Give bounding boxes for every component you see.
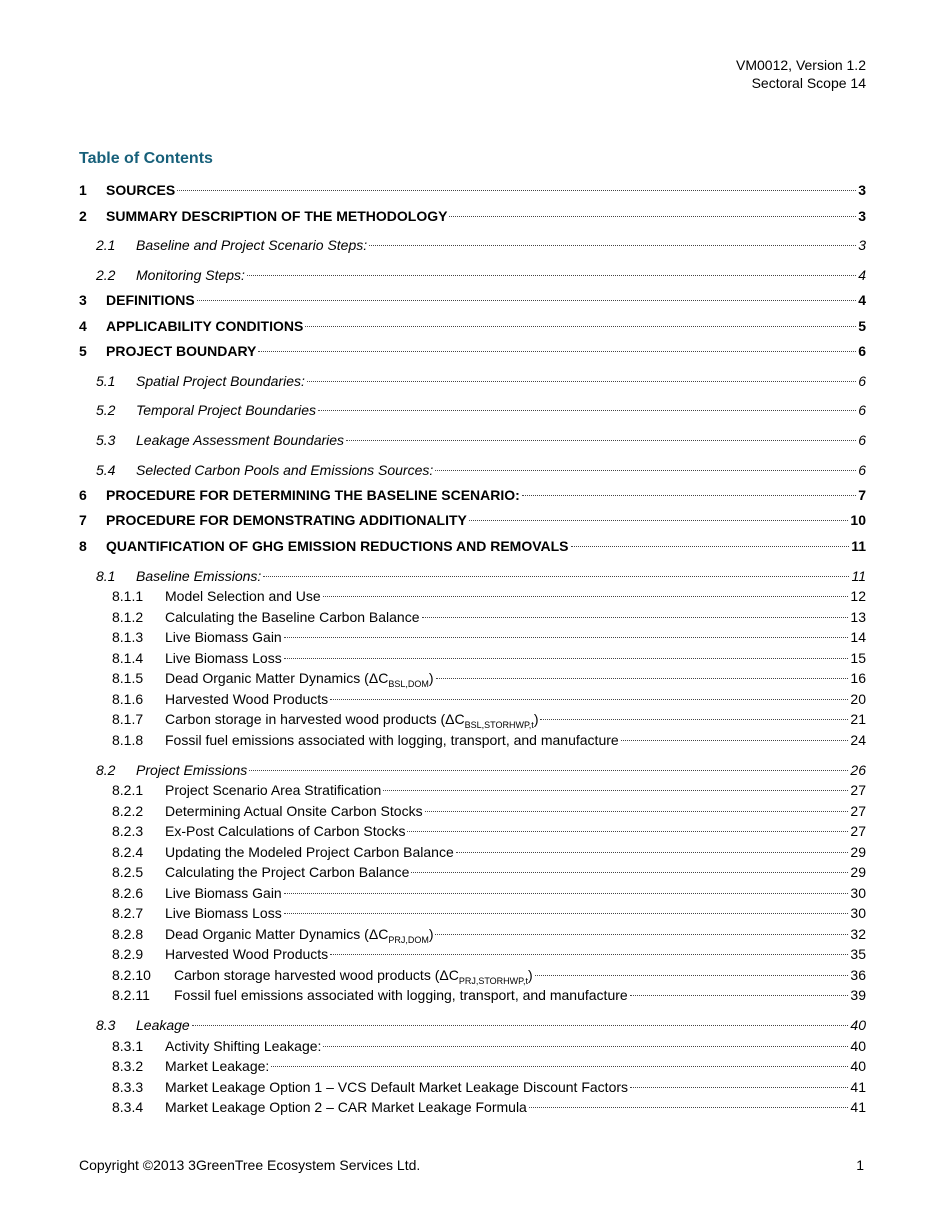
toc-entry-page: 39: [850, 987, 866, 1003]
toc-leader-dots: [522, 495, 856, 496]
toc-entry-number: 8.3.3: [112, 1079, 144, 1095]
toc-entry-page: 6: [858, 343, 866, 359]
toc-entry[interactable]: [79, 731, 866, 749]
toc-entry-number: 8.3.2: [112, 1058, 144, 1074]
toc-entry-title-text: Dead Organic Matter Dynamics (ΔC: [165, 670, 389, 686]
toc-entry-title-text: Harvested Wood Products: [165, 946, 329, 962]
toc-entry-number: 8.1.3: [112, 629, 144, 645]
toc-leader-dots: [346, 440, 856, 441]
toc-entry-title-text: Leakage Assessment Boundaries: [136, 432, 345, 448]
toc-entry-page: 6: [858, 432, 866, 448]
toc-entry[interactable]: [79, 802, 866, 820]
toc-entry-title: [106, 291, 195, 309]
toc-entry-title-text: QUANTIFICATION OF GHG EMISSION REDUCTIONS AND REMOVALS: [106, 538, 569, 554]
toc-entry[interactable]: [79, 181, 866, 199]
toc-entry-title: [136, 431, 344, 449]
toc-leader-dots: [630, 995, 849, 996]
toc-entry[interactable]: [79, 608, 866, 626]
toc-entry-title: [165, 1098, 527, 1116]
toc-entry-title: [165, 628, 282, 646]
toc-entry-page: 15: [850, 650, 866, 666]
toc-entry-page: 3: [858, 208, 866, 224]
toc-entry-page: 11: [851, 568, 866, 584]
toc-leader-dots: [411, 872, 848, 873]
toc-entry-page: 24: [850, 732, 866, 748]
toc-leader-dots: [247, 275, 856, 276]
toc-entry-title: [165, 710, 538, 728]
toc-entry-number: 5.4: [96, 462, 116, 478]
toc-entry-number: 8.2.7: [112, 905, 144, 921]
toc-entry[interactable]: [79, 863, 866, 881]
footer-copyright: Copyright ©2013 3GreenTree Ecosystem Services Ltd.: [79, 1157, 421, 1173]
toc-leader-dots: [249, 770, 848, 771]
toc-entry[interactable]: [79, 1037, 866, 1055]
toc-entry[interactable]: [79, 461, 866, 479]
toc-entry-number: 8.2.2: [112, 803, 144, 819]
toc-leader-dots: [197, 300, 857, 301]
toc-entry[interactable]: [79, 822, 866, 840]
toc-leader-dots: [258, 351, 856, 352]
toc-entry-number: 5: [79, 343, 87, 359]
toc-entry-title-suffix: ): [528, 967, 533, 983]
toc-entry-title: [165, 1057, 269, 1075]
toc-entry[interactable]: [79, 781, 866, 799]
toc-entry-number: 6: [79, 487, 87, 503]
toc-entry-title: [136, 401, 316, 419]
toc-entry-page: 27: [850, 823, 866, 839]
toc-entry-number: 8.1.7: [112, 711, 144, 727]
toc-leader-dots: [263, 576, 849, 577]
toc-entry[interactable]: [79, 1098, 866, 1116]
toc-entry[interactable]: [79, 669, 866, 687]
toc-entry-title: [165, 802, 423, 820]
toc-entry-title-text: Activity Shifting Leakage:: [165, 1038, 322, 1054]
toc-entry-number: 8.1.1: [112, 588, 144, 604]
toc-entry[interactable]: [79, 628, 866, 646]
toc-entry-title-text: Ex-Post Calculations of Carbon Stocks: [165, 823, 406, 839]
toc-leader-dots: [305, 326, 856, 327]
toc-entry-title-text: Live Biomass Loss: [165, 650, 282, 666]
toc-entry-title-text: Carbon storage harvested wood products (ΔC: [174, 967, 459, 983]
toc-entry-title-text: Calculating the Project Carbon Balance: [165, 864, 410, 880]
toc-entry-number: 5.2: [96, 402, 116, 418]
toc-entry-number: 8.2: [96, 762, 116, 778]
toc-entry-number: 2.2: [96, 267, 116, 283]
toc-entry-title: [165, 904, 282, 922]
toc-entry-page: 41: [850, 1099, 866, 1115]
toc-entry-page: 4: [858, 292, 866, 308]
toc-entry-title-suffix: ): [428, 670, 434, 686]
toc-leader-dots: [630, 1087, 848, 1088]
toc-entry-title-text: APPLICABILITY CONDITIONS: [106, 318, 304, 334]
toc-entry-title: [174, 966, 533, 984]
toc-entry-page: 35: [850, 946, 866, 962]
toc-leader-dots: [529, 1107, 849, 1108]
toc-entry-title-text: Monitoring Steps:: [136, 267, 245, 283]
toc-leader-dots: [192, 1025, 849, 1026]
toc-entry-number: 8.1.5: [112, 670, 144, 686]
toc-entry[interactable]: [79, 236, 866, 254]
toc-leader-dots: [284, 913, 849, 914]
toc-entry-number: 8.2.4: [112, 844, 144, 860]
toc-leader-dots: [318, 410, 856, 411]
toc-entry-title: [136, 236, 367, 254]
toc-entry-title-text: PROJECT BOUNDARY: [106, 343, 257, 359]
sectoral-scope: Sectoral Scope 14: [751, 75, 866, 91]
toc-entry-page: 10: [850, 512, 866, 528]
document-id: VM0012, Version 1.2: [736, 57, 866, 73]
toc-leader-dots: [284, 658, 849, 659]
toc-entry-title-text: Temporal Project Boundaries: [136, 402, 317, 418]
toc-leader-dots: [330, 699, 848, 700]
toc-entry-title-text: Dead Organic Matter Dynamics (ΔC: [165, 926, 389, 942]
toc-entry[interactable]: [79, 761, 866, 779]
toc-entry-subscript: PRJ,STORHWP,t: [458, 975, 529, 986]
toc-entry-page: 36: [850, 967, 866, 983]
toc-entry-page: 29: [850, 844, 866, 860]
toc-entry-title-text: Harvested Wood Products: [165, 691, 329, 707]
toc-entry-number: 8.1.8: [112, 732, 144, 748]
toc-entry-title: [165, 649, 282, 667]
toc-entry[interactable]: [79, 401, 866, 419]
toc-entry-title: [106, 486, 520, 504]
toc-entry-title-text: Baseline Emissions:: [136, 568, 262, 584]
toc-entry-page: 11: [851, 538, 866, 554]
toc-entry-page: 12: [850, 588, 866, 604]
toc-entry-page: 13: [850, 609, 866, 625]
toc-entry[interactable]: [79, 966, 866, 984]
toc-entry-page: 6: [858, 402, 866, 418]
toc-title: Table of Contents: [79, 150, 213, 167]
toc-entry[interactable]: [79, 511, 866, 529]
toc-entry-number: 2.1: [96, 237, 116, 253]
toc-entry-page: 27: [850, 782, 866, 798]
toc-entry-page: 26: [850, 762, 866, 778]
toc-entry-page: 14: [850, 629, 866, 645]
toc-entry-title: [106, 342, 256, 360]
toc-entry-title-text: Market Leakage Option 2 – CAR Market Leakage Formula: [165, 1099, 527, 1115]
toc-entry[interactable]: [79, 372, 866, 390]
toc-entry-title: [165, 822, 405, 840]
toc-entry-title-text: PROCEDURE FOR DETERMINING THE BASELINE SCENARIO:: [106, 487, 520, 503]
toc-entry-title-text: Selected Carbon Pools and Emissions Sources:: [136, 462, 434, 478]
toc-leader-dots: [435, 470, 856, 471]
toc-entry-title: [165, 884, 282, 902]
toc-entry-title: [136, 567, 261, 585]
toc-entry-number: 8.2.6: [112, 885, 144, 901]
toc-entry-number: 8.2.9: [112, 946, 144, 962]
toc-entry-title-text: Market Leakage Option 1 – VCS Default Market Leakage Discount Factors: [165, 1079, 629, 1095]
toc-entry[interactable]: [79, 431, 866, 449]
toc-entry-title: [136, 1016, 190, 1034]
toc-entry[interactable]: [79, 904, 866, 922]
toc-entry-title: [165, 781, 381, 799]
toc-entry-title: [165, 945, 328, 963]
toc-entry-title-text: Leakage: [136, 1017, 190, 1033]
toc-entry-title: [165, 925, 433, 943]
toc-entry[interactable]: [79, 986, 866, 1004]
toc-entry[interactable]: [79, 266, 866, 284]
toc-entry-title-text: Project Emissions: [136, 762, 248, 778]
toc-entry-page: 5: [858, 318, 866, 334]
toc-entry-number: 8.2.1: [112, 782, 144, 798]
toc-leader-dots: [323, 1046, 848, 1047]
toc-leader-dots: [271, 1066, 848, 1067]
toc-entry-title: [165, 587, 321, 605]
toc-entry[interactable]: [79, 207, 866, 225]
toc-entry-page: 30: [850, 885, 866, 901]
toc-leader-dots: [436, 678, 849, 679]
toc-entry-page: 32: [850, 926, 866, 942]
toc-entry-page: 20: [850, 691, 866, 707]
toc-entry-number: 8.3.1: [112, 1038, 144, 1054]
toc-entry-number: 8.2.10: [112, 967, 151, 983]
toc-entry-title: [165, 731, 619, 749]
toc-leader-dots: [425, 811, 849, 812]
toc-entry-title: [136, 461, 433, 479]
toc-entry-subscript: BSL,DOM: [388, 678, 429, 689]
toc-entry[interactable]: [79, 690, 866, 708]
toc-leader-dots: [284, 893, 849, 894]
toc-entry-title-text: Model Selection and Use: [165, 588, 321, 604]
toc-entry-number: 7: [79, 512, 87, 528]
toc-entry-page: 40: [850, 1017, 866, 1033]
toc-entry-title: [106, 181, 175, 199]
toc-entry-title-text: Live Biomass Gain: [165, 885, 282, 901]
toc-entry[interactable]: [79, 567, 866, 585]
document-header: [736, 56, 866, 92]
toc-entry[interactable]: [79, 945, 866, 963]
toc-leader-dots: [369, 245, 856, 246]
toc-entry-page: 21: [850, 711, 866, 727]
toc-entry-title: [106, 511, 467, 529]
toc-entry-number: 8.3.4: [112, 1099, 144, 1115]
toc-entry-number: 8.1.6: [112, 691, 144, 707]
toc-entry-title: [165, 863, 409, 881]
toc-entry-page: 41: [850, 1079, 866, 1095]
toc-entry-title-text: DEFINITIONS: [106, 292, 195, 308]
toc-entry-subscript: PRJ,DOM: [388, 934, 429, 945]
toc-entry[interactable]: [79, 884, 866, 902]
toc-entry-number: 1: [79, 182, 87, 198]
toc-entry-number: 8: [79, 538, 87, 554]
toc-entry[interactable]: [79, 1078, 866, 1096]
toc-entry-page: 3: [858, 182, 866, 198]
toc-entry[interactable]: [79, 587, 866, 605]
toc-entry-title-text: Spatial Project Boundaries:: [136, 373, 305, 389]
toc-entry-number: 4: [79, 318, 87, 334]
toc-entry[interactable]: [79, 537, 866, 555]
toc-leader-dots: [571, 546, 850, 547]
toc-entry[interactable]: [79, 710, 866, 728]
toc-leader-dots: [540, 719, 848, 720]
toc-entry-title: [165, 669, 434, 687]
toc-entry[interactable]: [79, 1016, 866, 1034]
toc-leader-dots: [456, 852, 849, 853]
toc-entry-page: 30: [850, 905, 866, 921]
toc-entry-number: 8.1: [96, 568, 116, 584]
toc-entry[interactable]: [79, 486, 866, 504]
toc-entry-number: 3: [79, 292, 87, 308]
toc-entry-title-text: SOURCES: [106, 182, 176, 198]
toc-entry-title: [106, 537, 569, 555]
toc-leader-dots: [449, 216, 856, 217]
toc-leader-dots: [383, 790, 848, 791]
toc-entry-number: 8.2.11: [112, 987, 150, 1003]
toc-entry[interactable]: [79, 342, 866, 360]
toc-entry[interactable]: [79, 1057, 866, 1075]
toc-entry-page: 3: [858, 237, 866, 253]
toc-leader-dots: [323, 596, 849, 597]
toc-entry[interactable]: [79, 291, 866, 309]
toc-entry-page: 16: [850, 670, 866, 686]
toc-entry-title: [165, 1078, 628, 1096]
toc-leader-dots: [435, 934, 848, 935]
toc-entry-title-text: Fossil fuel emissions associated with logging, transport, and manufacture: [165, 732, 619, 748]
toc-entry-title-suffix: ): [428, 926, 434, 942]
toc-leader-dots: [422, 617, 849, 618]
toc-leader-dots: [307, 381, 856, 382]
toc-entry-page: 7: [858, 487, 866, 503]
toc-leader-dots: [621, 740, 849, 741]
toc-entry-page: 6: [858, 462, 866, 478]
toc-entry-title: [106, 207, 447, 225]
toc-entry-title-text: Market Leakage:: [165, 1058, 270, 1074]
toc-entry-number: 2: [79, 208, 87, 224]
toc-entry-title: [174, 986, 628, 1004]
toc-entry-number: 5.1: [96, 373, 116, 389]
toc-entry-title: [136, 372, 305, 390]
toc-entry-title-text: Project Scenario Area Stratification: [165, 782, 382, 798]
toc-entry[interactable]: [79, 317, 866, 335]
toc-entry-title-text: Fossil fuel emissions associated with logging, transport, and manufacture: [174, 987, 628, 1003]
toc-entry-title-text: Baseline and Project Scenario Steps:: [136, 237, 368, 253]
toc-entry-number: 8.1.4: [112, 650, 144, 666]
toc-entry-page: 29: [850, 864, 866, 880]
toc-entry-page: 40: [850, 1058, 866, 1074]
toc-entry-title: [165, 608, 420, 626]
toc-entry-page: 40: [850, 1038, 866, 1054]
toc-leader-dots: [284, 637, 849, 638]
toc-entry-page: 4: [858, 267, 866, 283]
toc-entry-title-text: Live Biomass Gain: [165, 629, 282, 645]
toc-entry-title: [165, 690, 328, 708]
toc-leader-dots: [407, 831, 848, 832]
toc-entry-title-text: SUMMARY DESCRIPTION OF THE METHODOLOGY: [106, 208, 448, 224]
toc-entry-number: 8.3: [96, 1017, 116, 1033]
toc-entry-number: 5.3: [96, 432, 116, 448]
toc-leader-dots: [330, 954, 848, 955]
toc-entry-title: [106, 317, 303, 335]
toc-entry-subscript: BSL,STORHWP,t: [464, 719, 534, 730]
toc-entry-number: 8.1.2: [112, 609, 144, 625]
toc-entry-page: 27: [850, 803, 866, 819]
toc-entry[interactable]: [79, 843, 866, 861]
toc-leader-dots: [535, 975, 849, 976]
toc-entry-title-text: Carbon storage in harvested wood products (ΔC: [165, 711, 465, 727]
toc-entry-title-text: Updating the Modeled Project Carbon Balance: [165, 844, 454, 860]
toc-entry-title: [136, 761, 247, 779]
toc-entry-title-suffix: ): [533, 711, 539, 727]
toc-leader-dots: [177, 190, 856, 191]
toc-entry-title-text: PROCEDURE FOR DEMONSTRATING ADDITIONALITY: [106, 512, 467, 528]
toc-entry-number: 8.2.3: [112, 823, 144, 839]
toc-entry-number: 8.2.8: [112, 926, 144, 942]
toc-entry-title: [136, 266, 245, 284]
toc-entry-title: [165, 843, 454, 861]
toc-entry-title-text: Determining Actual Onsite Carbon Stocks: [165, 803, 423, 819]
toc-entry-title-text: Live Biomass Loss: [165, 905, 282, 921]
toc-entry-title: [165, 1037, 321, 1055]
toc-leader-dots: [469, 520, 849, 521]
toc-entry[interactable]: [79, 925, 866, 943]
footer-page-number: 1: [856, 1157, 864, 1173]
toc-entry[interactable]: [79, 649, 866, 667]
toc-entry-number: 8.2.5: [112, 864, 144, 880]
toc-entry-title-text: Calculating the Baseline Carbon Balance: [165, 609, 420, 625]
toc-entry-page: 6: [858, 373, 866, 389]
